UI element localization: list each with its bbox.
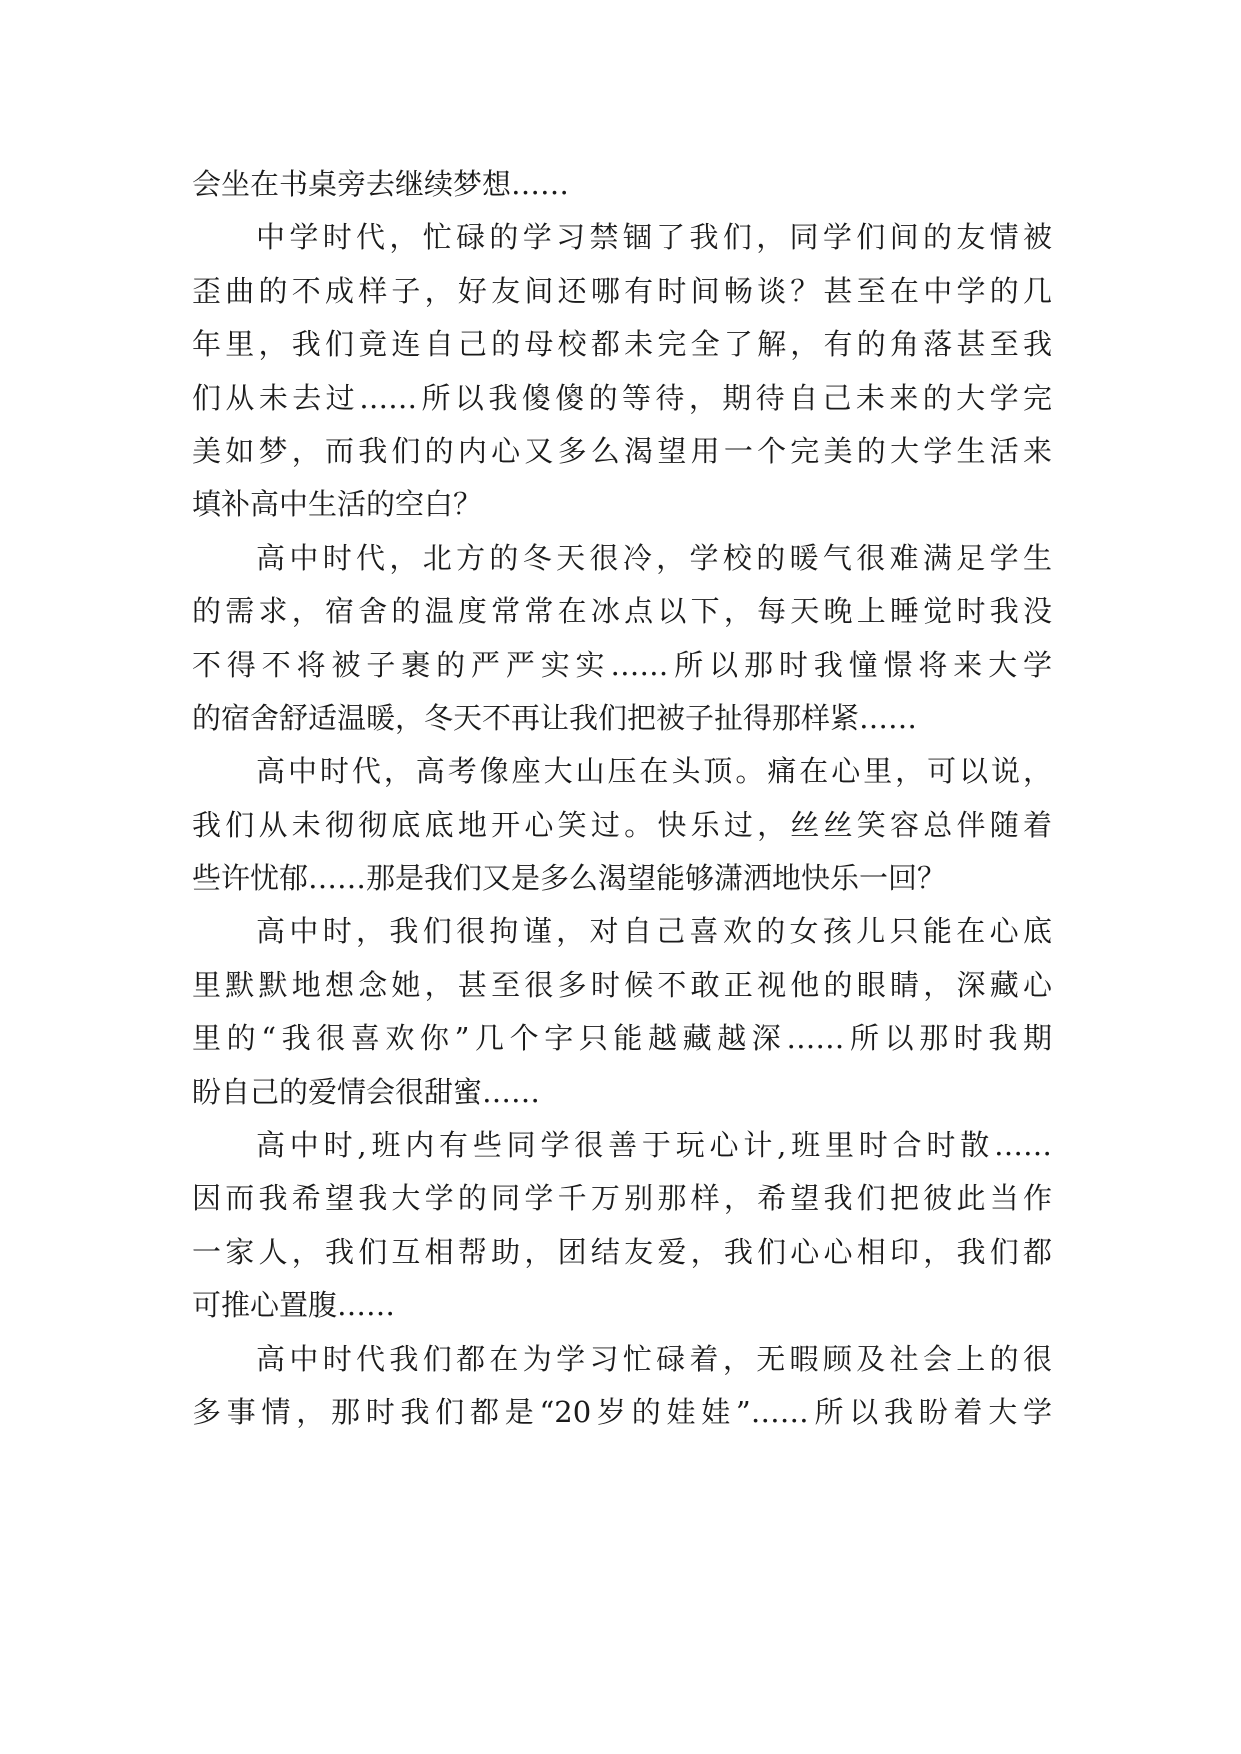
text-line: 盼自己的爱情会很甜蜜…… xyxy=(192,1074,541,1109)
text-line: 高中时代我们都在为学习忙碌着，无暇顾及社会上的很 xyxy=(256,1341,1052,1376)
text-line: 们从未去过……所以我傻傻的等待，期待自己未来的大学完 xyxy=(192,380,1052,415)
text-line: 里的“我很喜欢你”几个字只能越藏越深……所以那时我期 xyxy=(192,1021,1052,1056)
text-line: 可推心置腹…… xyxy=(192,1288,396,1323)
body-text xyxy=(192,158,1052,1439)
text-line: 高中时代，北方的冬天很冷，学校的暖气很难满足学生 xyxy=(256,540,1052,575)
text-line: 填补高中生活的空白？ xyxy=(192,487,483,522)
text-line: 因而我希望我大学的同学千万别那样，希望我们把彼此当作 xyxy=(192,1181,1052,1216)
text-line: 年里，我们竟连自己的母校都未完全了解，有的角落甚至我 xyxy=(192,327,1052,362)
text-line: 我们从未彻彻底底地开心笑过。快乐过，丝丝笑容总伴随着 xyxy=(192,807,1052,842)
text-line: 高中时，我们很拘谨，对自己喜欢的女孩儿只能在心底 xyxy=(256,914,1052,949)
text-line: 的需求，宿舍的温度常常在冰点以下，每天晚上睡觉时我没 xyxy=(192,594,1052,629)
text-line: 美如梦，而我们的内心又多么渴望用一个完美的大学生活来 xyxy=(192,433,1052,468)
text-line: 些许忧郁……那是我们又是多么渴望能够潇洒地快乐一回？ xyxy=(192,861,947,896)
text-line: 歪曲的不成样子，好友间还哪有时间畅谈？甚至在中学的几 xyxy=(192,273,1052,308)
text-line: 一家人，我们互相帮助，团结友爱，我们心心相印，我们都 xyxy=(192,1234,1052,1269)
text-line: 中学时代，忙碌的学习禁锢了我们，同学们间的友情被 xyxy=(256,220,1052,255)
text-line: 高中时代，高考像座大山压在头顶。痛在心里，可以说， xyxy=(256,754,1052,789)
text-line: 不得不将被子裹的严严实实……所以那时我憧憬将来大学 xyxy=(192,647,1052,682)
text-line: 的宿舍舒适温暖，冬天不再让我们把被子扯得那样紧…… xyxy=(192,700,918,735)
text-line: 里默默地想念她，甚至很多时候不敢正视他的眼睛，深藏心 xyxy=(192,967,1052,1002)
text-line: 多事情，那时我们都是“20岁的娃娃”……所以我盼着大学 xyxy=(192,1394,1052,1429)
text-line: 高中时,班内有些同学很善于玩心计,班里时合时散…… xyxy=(256,1128,1052,1163)
text-line: 会坐在书桌旁去继续梦想…… xyxy=(192,167,570,201)
